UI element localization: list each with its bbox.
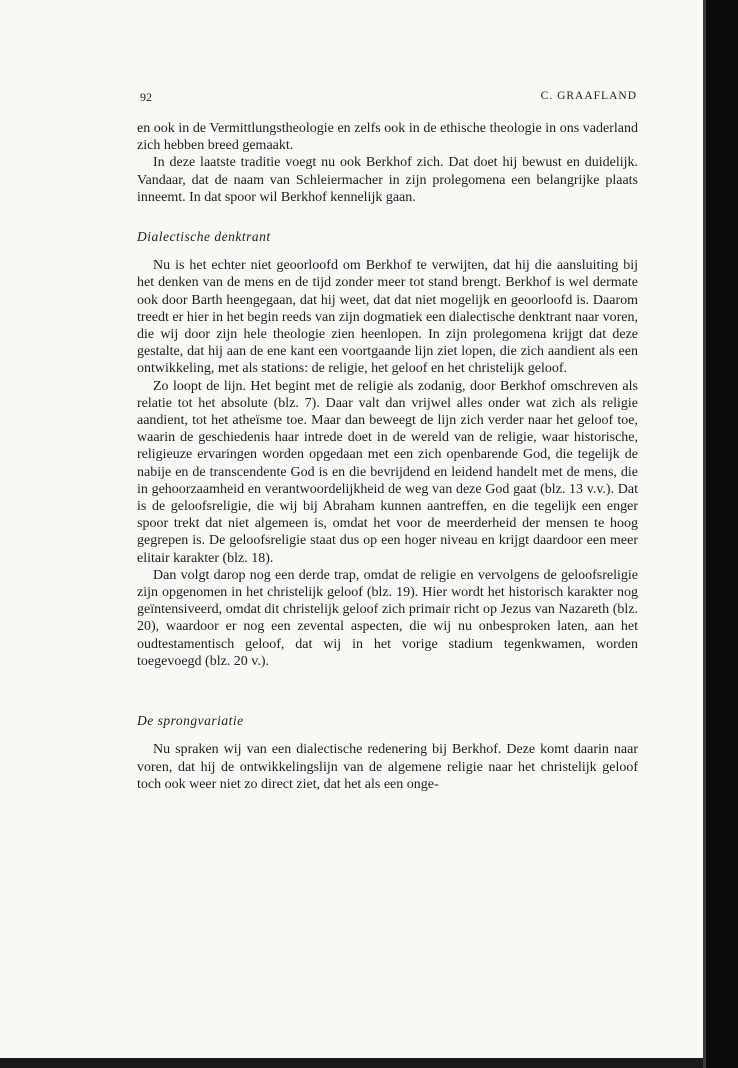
- spacer: [137, 245, 638, 257]
- paragraph: Dan volgt darop nog een derde trap, omdat de religie en vervolgens de geloofsreligie zijn opgenomen in het christelijk geloof (blz. 19). Hier wordt het historisch karakter nog geïntensiveerd, omdat dit christelijk geloof zich primair richt op Jezus van Nazareth (blz. 20), waardoor er nog een zevental aspecten, die wij nu onbesproken laten, aan het oudtestamentisch geloof, dat wij in het vorige stadium tegenkwamen, worden toegevoegd (blz. 20 v.).: [137, 567, 638, 669]
- paragraph-continuation: en ook in de Vermittlungstheologie en zelfs ook in de ethische theologie in ons vaderland zich hebben breed gemaakt.: [137, 121, 638, 154]
- section-heading-sprongvariatie: De sprongvariatie: [137, 713, 244, 729]
- body-text: [137, 120, 638, 793]
- page-header: [140, 90, 637, 106]
- page-number: 92: [140, 90, 152, 104]
- paragraph: Nu spraken wij van een dialectische redenering bij Berkhof. Deze komt daarin naar voren, dat hij de ontwikkelingslijn van de algemene religie naar het christelijk geloof toch ook weer niet zo direct ziet, dat het als een onge-: [137, 742, 638, 792]
- scan-edge-right: [703, 0, 738, 1068]
- scan-edge-bottom: [0, 1058, 703, 1068]
- running-head-author: C. GRAAFLAND: [540, 90, 637, 102]
- spacer: [137, 206, 638, 228]
- paragraph: Zo loopt de lijn. Het begint met de religie als zodanig, door Berkhof omschreven als relatie tot het absolute (blz. 7). Daar valt dan vrijwel alles onder wat zich als religie aandient, tot het atheïsme toe. Maar dan beweegt de lijn zich verder naar het geloof toe, waarin de geschiedenis haar intrede doet in de wereld van de religie, waar historische, religieuze ervaringen worden opgedaan met een zich openbarende God, die tegelijk de nabije en de transcendente God is en die bevrijdend en leidend handelt met de mens, die in gehoorzaamheid en verantwoordelijkheid de weg van deze God gaat (blz. 13 v.v.). Dat is de geloofsreligie, die wij bij Abraham kunnen aantreffen, en die tegelijk een enger spoor trekt dat niet algemeen is, omdat het voor de meerderheid der mensen te hoog gegrepen is. De geloofsreligie staat dus op een hoger niveau en krijgt daardoor een meer elitair karakter (blz. 18).: [137, 378, 638, 566]
- spacer: [137, 729, 638, 741]
- spacer: [137, 670, 638, 712]
- paragraph: Nu is het echter niet geoorloofd om Berkhof te verwijten, dat hij die aansluiting bij het denken van de mens en de tijd zonder meer tot stand brengt. Berkhof is wel dermate ook door Barth heengegaan, dat hij weet, dat dat niet mogelijk en geoorloofd is. Daarom treedt er hier in het begin reeds van zijn dogmatiek een dialectische denktrant naar voren, die wij door zijn hele theologie zien heenlopen. In zijn prolegomena krijgt dat deze gestalte, dat hij aan de ene kant een voortgaande lijn ziet lopen, die zich aandient als een ontwikkeling, met als stations: de religie, het geloof en het christelijk geloof.: [137, 258, 638, 377]
- section-heading-dialectische-denktrant: Dialectische denktrant: [137, 229, 271, 245]
- paragraph: In deze laatste traditie voegt nu ook Berkhof zich. Dat doet hij bewust en duidelijk. Vandaar, dat de naam van Schleiermacher in zijn prolegomena een belangrijke plaats inneemt. In dat spoor wil Berkhof kennelijk gaan.: [137, 155, 638, 205]
